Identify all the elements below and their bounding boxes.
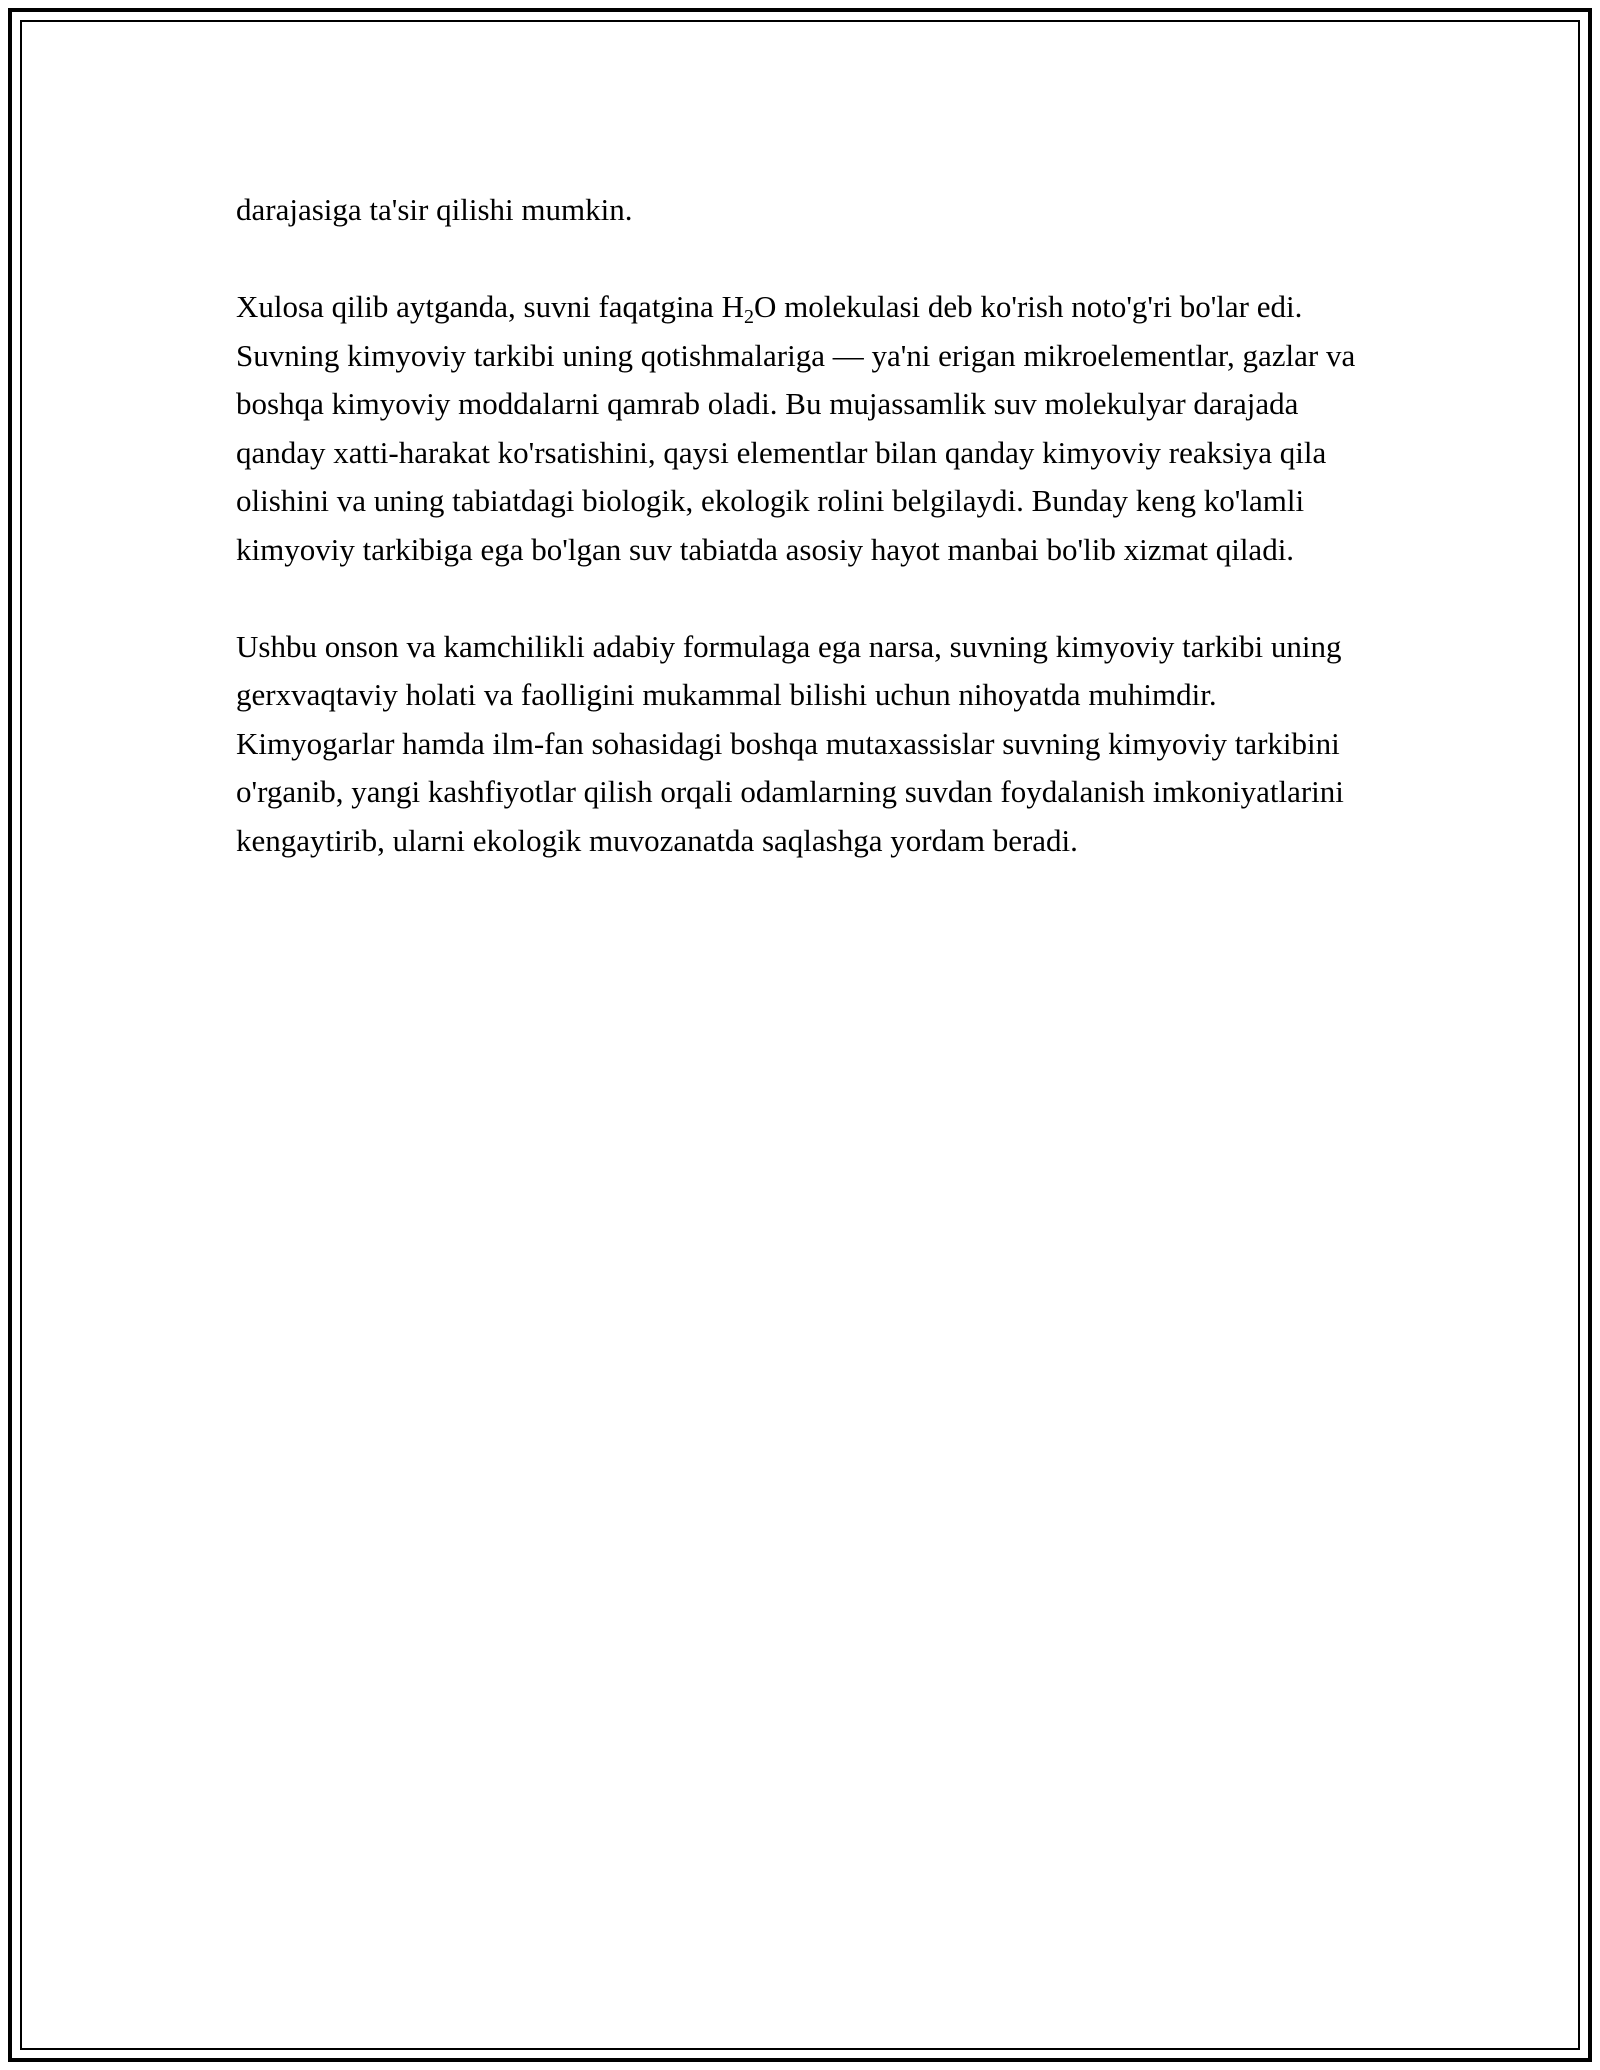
formula-base: H: [721, 289, 744, 324]
formula-tail: O: [753, 289, 777, 324]
formula-subscript: 2: [743, 306, 754, 328]
paragraph-text-before-formula: Xulosa qilib aytganda, suvni faqatgina: [236, 289, 722, 324]
paragraph-conclusion: [236, 283, 1366, 574]
paragraph-text-after-formula: molekulasi deb ko'rish noto'g'ri bo'lar edi. Suvning kimyoviy tarkibi uning qotishmalariga — ya'ni erigan mikroelementlar, gazlar va boshqa kimyoviy moddalarni qamrab oladi. Bu mujassamlik suv molekulyar darajada qanday xatti-harakat ko'rsatishini, qaysi elementlar bilan qanday kimyoviy reaksiya qila olishini va uning tabiatdagi biologik, ekologik rolini belgilaydi. Bunday keng ko'lamli kimyoviy tarkibiga ega bo'lgan suv tabiatda asosiy hayot manbai bo'lib xizmat qiladi.: [236, 289, 1356, 567]
paragraph-continuation: darajasiga ta'sir qilishi mumkin.: [236, 192, 633, 227]
document-body: [236, 186, 1366, 865]
water-formula: [721, 289, 777, 328]
paragraph-significance: Ushbu onson va kamchilikli adabiy formulaga ega narsa, suvning kimyoviy tarkibi uning gerxvaqtaviy holati va faolligini mukammal bilishi uchun nihoyatda muhimdir. Kimyogarlar hamda ilm-fan sohasidagi boshqa mutaxassislar suvning kimyoviy tarkibini o'rganib, yangi kashfiyotlar qilish orqali odamlarning suvdan foydalanish imkoniyatlarini kengaytirib, ularni ekologik muvozanatda saqlashga yordam beradi.: [236, 628, 1344, 858]
